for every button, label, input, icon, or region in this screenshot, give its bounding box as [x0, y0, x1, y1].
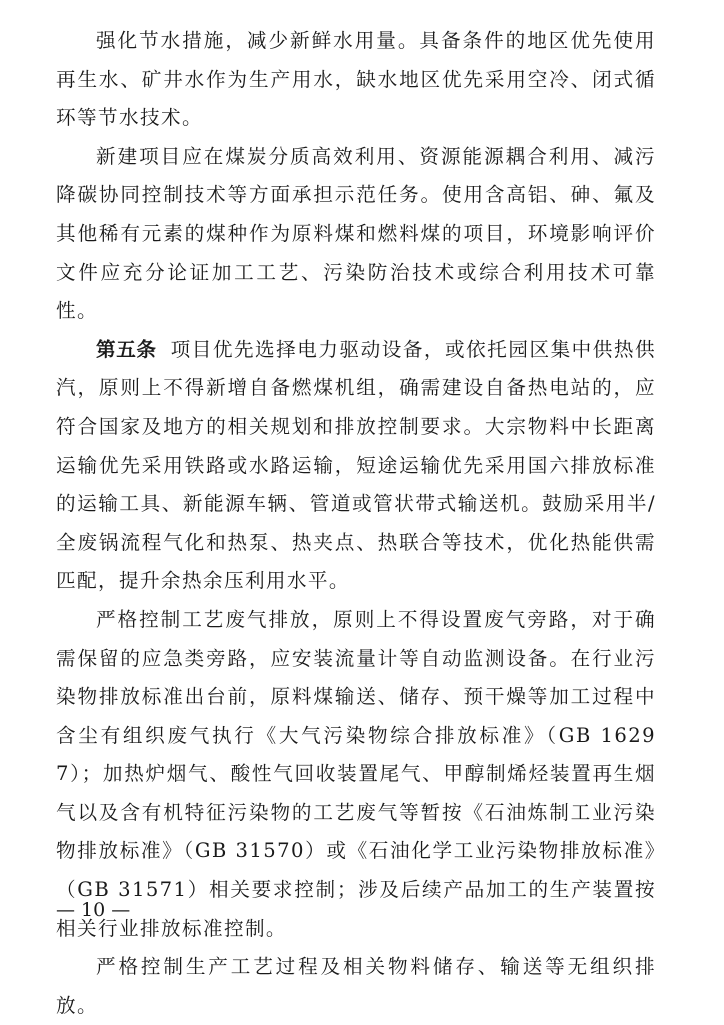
- article-number: 第五条: [96, 337, 157, 361]
- paragraph-fugitive-emissions: [56, 948, 656, 1025]
- document-body: [56, 22, 656, 1025]
- paragraph-demonstration-projects: [56, 138, 656, 331]
- paragraph-water-saving: [56, 22, 656, 138]
- paragraph-text: 强化节水措施，减少新鲜水用量。具备条件的地区优先使用再生水、矿井水作为生产用水，缺水地区优先采用空冷、闭式循环等节水技术。: [56, 29, 656, 130]
- page-number: — 10 —: [56, 899, 131, 921]
- paragraph-text: 严格控制生产工艺过程及相关物料储存、输送等无组织排放。: [56, 955, 656, 1017]
- paragraph-text: 项目优先选择电力驱动设备，或依托园区集中供热供汽，原则上不得新增自备燃煤机组，确需建设自备热电站的，应符合国家及地方的相关规划和排放控制要求。大宗物料中长距离运输优先采用铁路或水路运输，短途运输优先采用国六排放标准的运输工具、新能源车辆、管道或管状带式输送机。鼓励采用半/全废锅流程气化和热泵、热夹点、热联合等技术，优化热能供需匹配，提升余热余压利用水平。: [56, 337, 656, 593]
- paragraph-exhaust-gas-control: [56, 601, 656, 948]
- paragraph-text: 严格控制工艺废气排放，原则上不得设置废气旁路，对于确需保留的应急类旁路，应安装流量计等自动监测设备。在行业污染物排放标准出台前，原料煤输送、储存、预干燥等加工过程中含尘有组织废气执行《大气污染物综合排放标准》（GB 16297）；加热炉烟气、酸性气回收装置尾气、甲醇制烯烃装置再生烟气以及含有机特征污染物的工艺废气等暂按《石油炼制工业污染物排放标准》（GB 31570）或《石油化学工业污染物排放标准》（GB 31571）相关要求控制；涉及后续产品加工的生产装置按相关行业排放标准控制。: [56, 607, 656, 940]
- paragraph-text: 新建项目应在煤炭分质高效利用、资源能源耦合利用、减污降碳协同控制技术等方面承担示范任务。使用含高铝、砷、氟及其他稀有元素的煤种作为原料煤和燃料煤的项目，环境影响评价文件应充分论证加工工艺、污染防治技术或综合利用技术可靠性。: [56, 144, 656, 323]
- paragraph-article-five: [56, 331, 656, 601]
